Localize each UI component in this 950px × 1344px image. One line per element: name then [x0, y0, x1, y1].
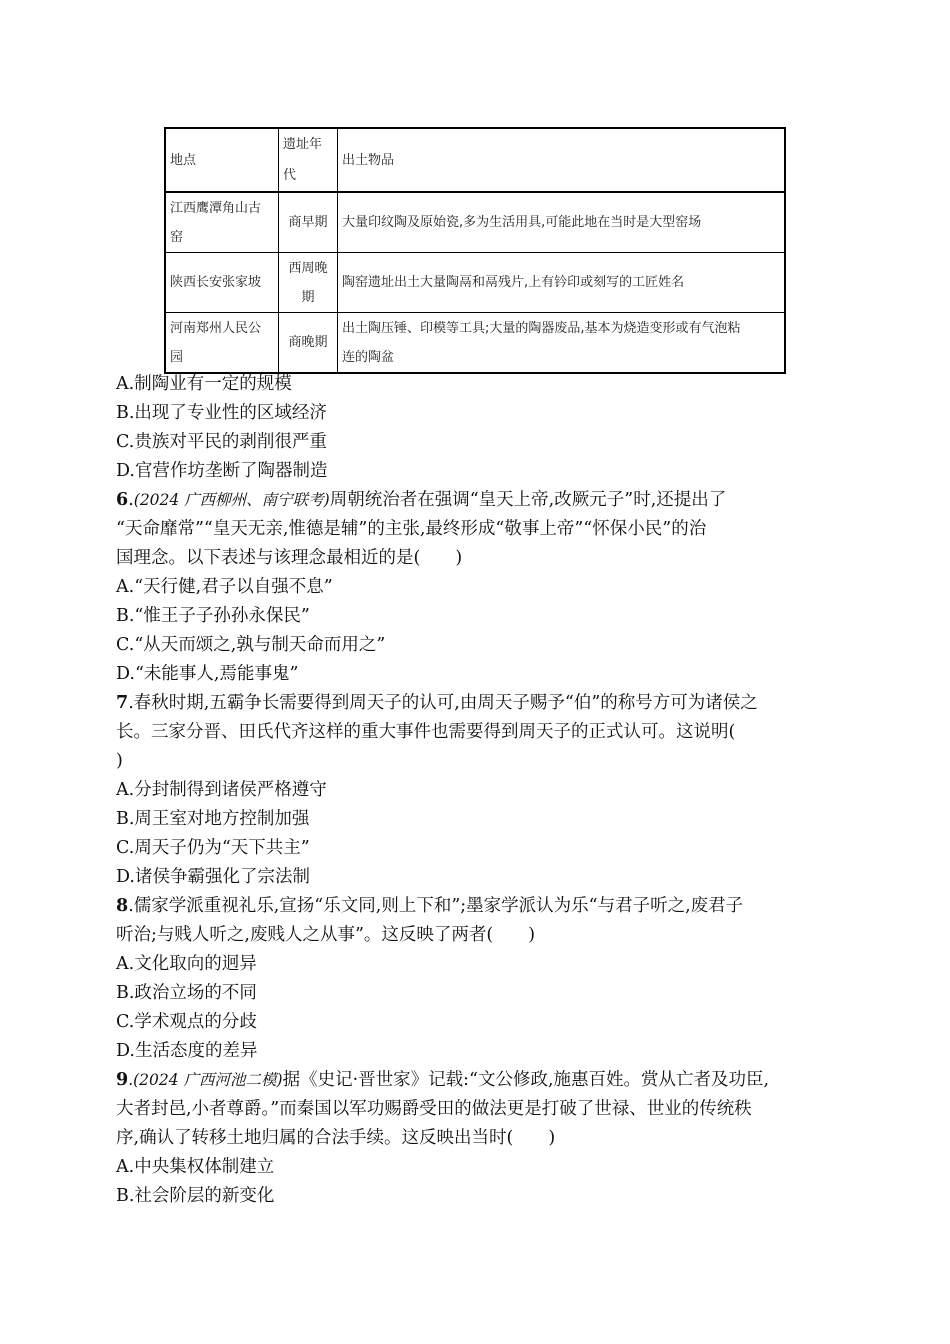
q6-source: (2024 广西柳州、南宁联考) — [133, 491, 330, 509]
q7-number: 7 — [116, 693, 129, 713]
q9-stem: 9.(2024 广西河池二模)据《史记·晋世家》记载:“文公修政,施惠百姓。赏从亡者及功臣, — [116, 1070, 770, 1090]
q9-option-a: A.中央集权体制建立 — [116, 1157, 275, 1177]
q8-stem: 8.儒家学派重视礼乐,宣扬“乐文同,则上下和”;墨家学派认为乐“与君子听之,废君子 — [116, 896, 744, 916]
q5-option-c: C.贵族对平民的剥削很严重 — [116, 432, 327, 452]
question-text — [116, 370, 834, 1211]
q7-stem-line: ) — [116, 751, 123, 771]
q7-stem: 7.春秋时期,五霸争长需要得到周天子的认可,由周天子赐予“伯”的称号方可为诸侯之 — [116, 693, 758, 713]
q6-option-a: A.“天行健,君子以自强不息” — [116, 577, 333, 597]
header-place: 地点 — [165, 128, 279, 192]
q5-option-b: B.出现了专业性的区域经济 — [116, 403, 327, 423]
q6-option-c: C.“从天而颂之,孰与制天命而用之” — [116, 635, 386, 655]
cell-items: 大量印纹陶及原始瓷,多为生活用具,可能此地在当时是大型窑场 — [338, 192, 786, 253]
q6-option-b: B.“惟王子子孙孙永保民” — [116, 606, 310, 626]
q8-stem-line: 听治;与贱人听之,废贱人之从事”。这反映了两者( ) — [116, 925, 536, 945]
table-row — [165, 313, 785, 374]
q5-option-a: A.制陶业有一定的规模 — [116, 374, 292, 394]
archaeology-table — [164, 127, 786, 374]
q8-option-b: B.政治立场的不同 — [116, 983, 257, 1003]
cell-place: 河南郑州人民公 园 — [165, 313, 279, 374]
q9-stem-line: 大者封邑,小者尊爵。”而秦国以军功赐爵受田的做法更是打破了世禄、世业的传统秩 — [116, 1099, 752, 1119]
q8-option-a: A.文化取向的迥异 — [116, 954, 257, 974]
q8-number: 8 — [116, 896, 129, 916]
header-era: 遗址年代 — [279, 128, 338, 192]
cell-place: 江西鹰潭角山古 窑 — [165, 192, 279, 253]
cell-era: 商晚期 — [279, 313, 338, 374]
q9-number: 9 — [116, 1070, 129, 1090]
q7-stem-line: 长。三家分晋、田氏代齐这样的重大事件也需要得到周天子的正式认可。这说明( — [116, 722, 736, 742]
cell-place: 陕西长安张家坡 — [165, 253, 279, 313]
cell-items: 陶窑遗址出土大量陶鬲和鬲残片,上有钤印或刻写的工匠姓名 — [338, 253, 786, 313]
q6-stem-line: “天命靡常”“皇天无亲,惟德是辅”的主张,最终形成“敬事上帝”“怀保小民”的治 — [116, 519, 707, 539]
q7-option-b: B.周王室对地方控制加强 — [116, 809, 310, 829]
q9-source: .(2024 广西河池二模) — [128, 1071, 283, 1089]
table-header-row — [165, 128, 785, 192]
q8-option-d: D.生活态度的差异 — [116, 1041, 258, 1061]
q9-option-b: B.社会阶层的新变化 — [116, 1186, 275, 1206]
q7-option-a: A.分封制得到诸侯严格遵守 — [116, 780, 327, 800]
q6-stem: 6.(2024 广西柳州、南宁联考)周朝统治者在强调“皇天上帝,改厥元子”时,还提出了 — [116, 490, 727, 510]
cell-era: 西周晚 期 — [279, 253, 338, 313]
q8-option-c: C.学术观点的分歧 — [116, 1012, 257, 1032]
q6-stem-line: 国理念。以下表述与该理念最相近的是( ) — [116, 548, 463, 568]
q5-option-d: D.官营作坊垄断了陶器制造 — [116, 461, 328, 481]
header-items: 出土物品 — [338, 128, 786, 192]
q6-option-d: D.“未能事人,焉能事鬼” — [116, 664, 299, 684]
q9-stem-line: 序,确认了转移土地归属的合法手续。这反映出当时( ) — [116, 1128, 556, 1148]
q7-option-c: C.周天子仍为“天下共主” — [116, 838, 310, 858]
cell-era: 商早期 — [279, 192, 338, 253]
q6-number: 6 — [116, 490, 129, 510]
q7-option-d: D.诸侯争霸强化了宗法制 — [116, 867, 310, 887]
table-row — [165, 192, 785, 253]
cell-items: 出土陶压锤、印模等工具;大量的陶器废品,基本为烧造变形或有气泡粘 连的陶盆 — [338, 313, 786, 374]
table-row — [165, 253, 785, 313]
